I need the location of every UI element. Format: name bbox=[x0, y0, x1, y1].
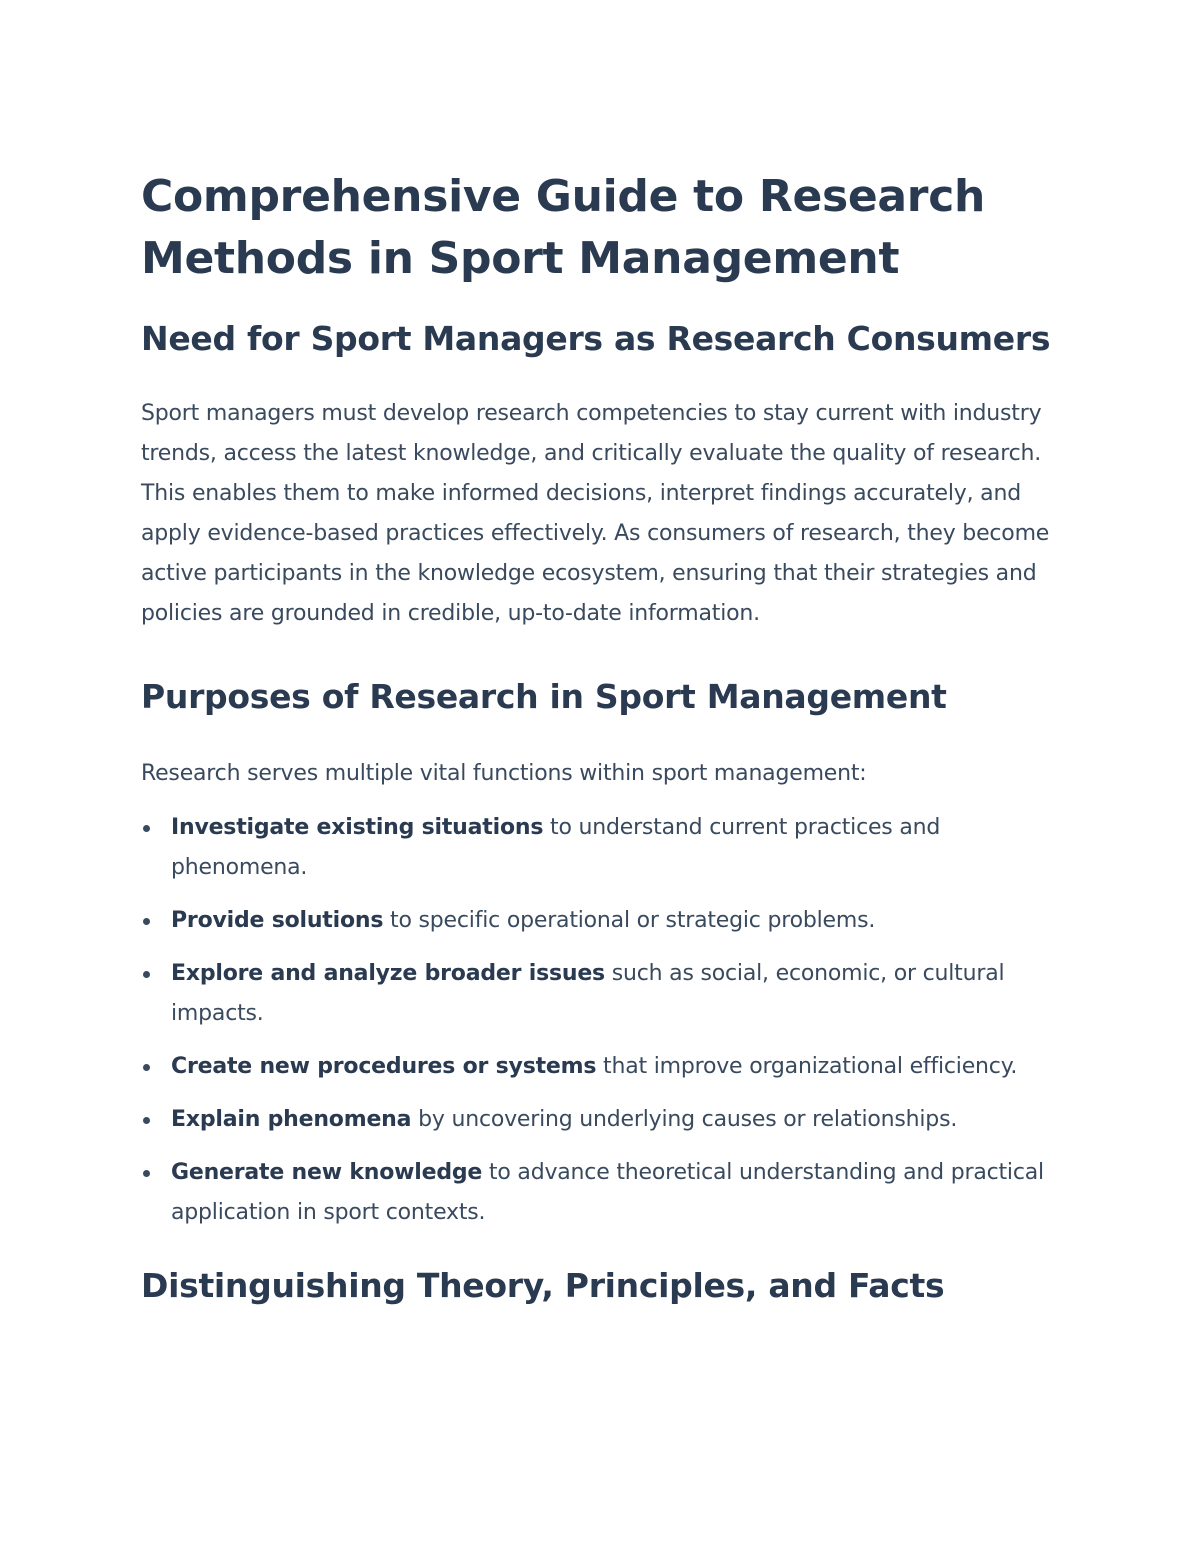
list-item bbox=[141, 901, 1061, 941]
list-item-bold: Provide solutions bbox=[171, 908, 384, 933]
list-item-bold: Create new procedures or systems bbox=[171, 1054, 597, 1079]
bullet-icon bbox=[143, 1117, 150, 1124]
list-item-text: by uncovering underlying causes or relationships. bbox=[411, 1107, 958, 1132]
list-item bbox=[141, 1047, 1061, 1087]
list-item-bold: Explain phenomena bbox=[171, 1107, 412, 1132]
section-paragraph-need: Sport managers must develop research competencies to stay current with industry trends, access the latest knowledge, and critically evaluate the quality of research. This enables them to make informed decisions, interpret findings accurately, and apply evidence-based practices effectively. As consumers of research, they become active participants in the knowledge ecosystem, ensuring that their strategies and policies are grounded in credible, up-to-date information. bbox=[141, 401, 1050, 626]
list-item-text: such as social, economic, or cultural impacts. bbox=[171, 961, 1005, 1026]
section-intro-purposes: Research serves multiple vital functions within sport management: bbox=[141, 761, 867, 786]
list-item-text: to understand current practices and phenomena. bbox=[171, 815, 941, 880]
list-item bbox=[141, 1100, 1061, 1140]
list-item bbox=[141, 1153, 1061, 1233]
list-item-text: to advance theoretical understanding and practical application in sport contexts. bbox=[171, 1160, 1044, 1225]
bullet-icon bbox=[143, 1064, 150, 1071]
bullet-icon bbox=[143, 971, 150, 978]
section-heading-distinguishing: Distinguishing Theory, Principles, and Facts bbox=[141, 1266, 945, 1305]
list-item-bold: Explore and analyze broader issues bbox=[171, 961, 605, 986]
bullet-icon bbox=[143, 918, 150, 925]
section-heading-purposes: Purposes of Research in Sport Management bbox=[141, 677, 947, 716]
document-title: Comprehensive Guide to Research Methods in Sport Management bbox=[141, 171, 986, 284]
list-item-bold: Investigate existing situations bbox=[171, 815, 544, 840]
list-item-bold: Generate new knowledge bbox=[171, 1160, 483, 1185]
list-item-text: to specific operational or strategic problems. bbox=[383, 908, 876, 933]
list-item-text: that improve organizational efficiency. bbox=[596, 1054, 1018, 1079]
list-item bbox=[141, 808, 1061, 888]
purposes-list bbox=[141, 808, 1061, 1233]
document-page bbox=[141, 166, 1061, 1315]
section-heading-need: Need for Sport Managers as Research Consumers bbox=[141, 319, 1051, 358]
bullet-icon bbox=[143, 1170, 150, 1177]
bullet-icon bbox=[143, 825, 150, 832]
list-item bbox=[141, 954, 1061, 1034]
